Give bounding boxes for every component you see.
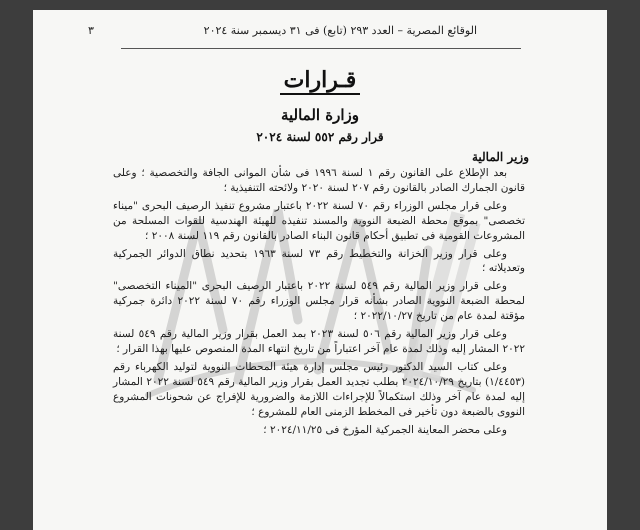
header-rule <box>121 48 521 49</box>
ministry-title: وزارة المالية <box>280 106 360 124</box>
paragraph: وعلى كتاب السيد الدكتور رئيس مجلس إدارة هيئة المحطات النووية لتوليد الكهرباء رقم (١/٤٤٥٣) بتاريخ ٢٠٢٤/١٠/٢٩ بطلب تجديد العمل بقرار وزير المالية رقم ٥٤٩ لسنة ٢٠٢٢ المشار إليه لمدة عام آخر وذلك استكمالاً للإجراءات اللازمة والضرورية للإفراج عن شحونات المشروع النووى بالضبعة دون تأخير فى المخطط الزمنى العام للمشروع ؛ <box>113 360 525 418</box>
section-title: قـرارات <box>33 67 607 93</box>
running-title: الوقائع المصرية – العدد ٢٩٣ (تابع) فى ٣١ ديسمبر سنة ٢٠٢٤ <box>203 24 477 37</box>
paragraph: وعلى قرار وزير الخزانة والتخطيط رقم ٧٣ لسنة ١٩٦٣ بتحديد نطاق الدوائر الجمركية وتعديلاته ؛ <box>113 247 525 275</box>
paragraph: بعد الإطلاع على القانون رقم ١ لسنة ١٩٩٦ فى شأن الموانى الجافة والتخصصية ؛ وعلى قانون الجمارك الصادر بالقانون رقم ٢٠٧ لسنة ٢٠٢٠ ولائحته التنفيذية ؛ <box>113 167 525 194</box>
page-number: ٣ <box>88 24 94 37</box>
document-page <box>33 10 607 530</box>
decree-body <box>113 166 525 440</box>
paragraph: وعلى قرار وزير المالية رقم ٥٤٩ لسنة ٢٠٢٢ باعتبار الرصيف البحرى "الميناء التخصصى" لمحطة الضبعة النووية الصادر بشأنه قرار مجلس الوزراء رقم ٧٠ لسنة ٢٠٢٢ دائرة جمركية مؤقتة لمدة عام من تاريخ ٢٠٢٢/١٠/٢٧ ؛ <box>113 280 525 323</box>
running-header <box>33 24 607 44</box>
paragraph: وعلى قرار مجلس الوزراء رقم ٧٠ لسنة ٢٠٢٢ باعتبار مشروع تنفيذ الرصيف البحرى "ميناء تخصصى" بموقع محطة الضبعة النووية والمسند تنفيذه للهيئة الهندسية للقوات المسلحة من المشروعات القومية فى تطبيق أحكام قانون البناء الصادر بالقانون رقم ١١٩ لسنة ٢٠٠٨ ؛ <box>113 199 525 242</box>
decree-title: قرار رقم ٥٥٢ لسنة ٢٠٢٤ <box>256 130 384 144</box>
addressee: وزير المالية <box>471 150 529 164</box>
paragraph: وعلى قرار وزير المالية رقم ٥٠٦ لسنة ٢٠٢٣ بمد العمل بقرار وزير المالية رقم ٥٤٩ لسنة ٢٠٢٢ المشار إليه وذلك لمدة عام آخر اعتباراً من تاريخ انتهاء المدة المنصوص عليها بهذا القرار ؛ <box>113 328 525 355</box>
paragraph: وعلى محضر المعاينة الجمركية المؤرخ فى ٢٠٢٤/١١/٢٥ ؛ <box>263 423 507 436</box>
